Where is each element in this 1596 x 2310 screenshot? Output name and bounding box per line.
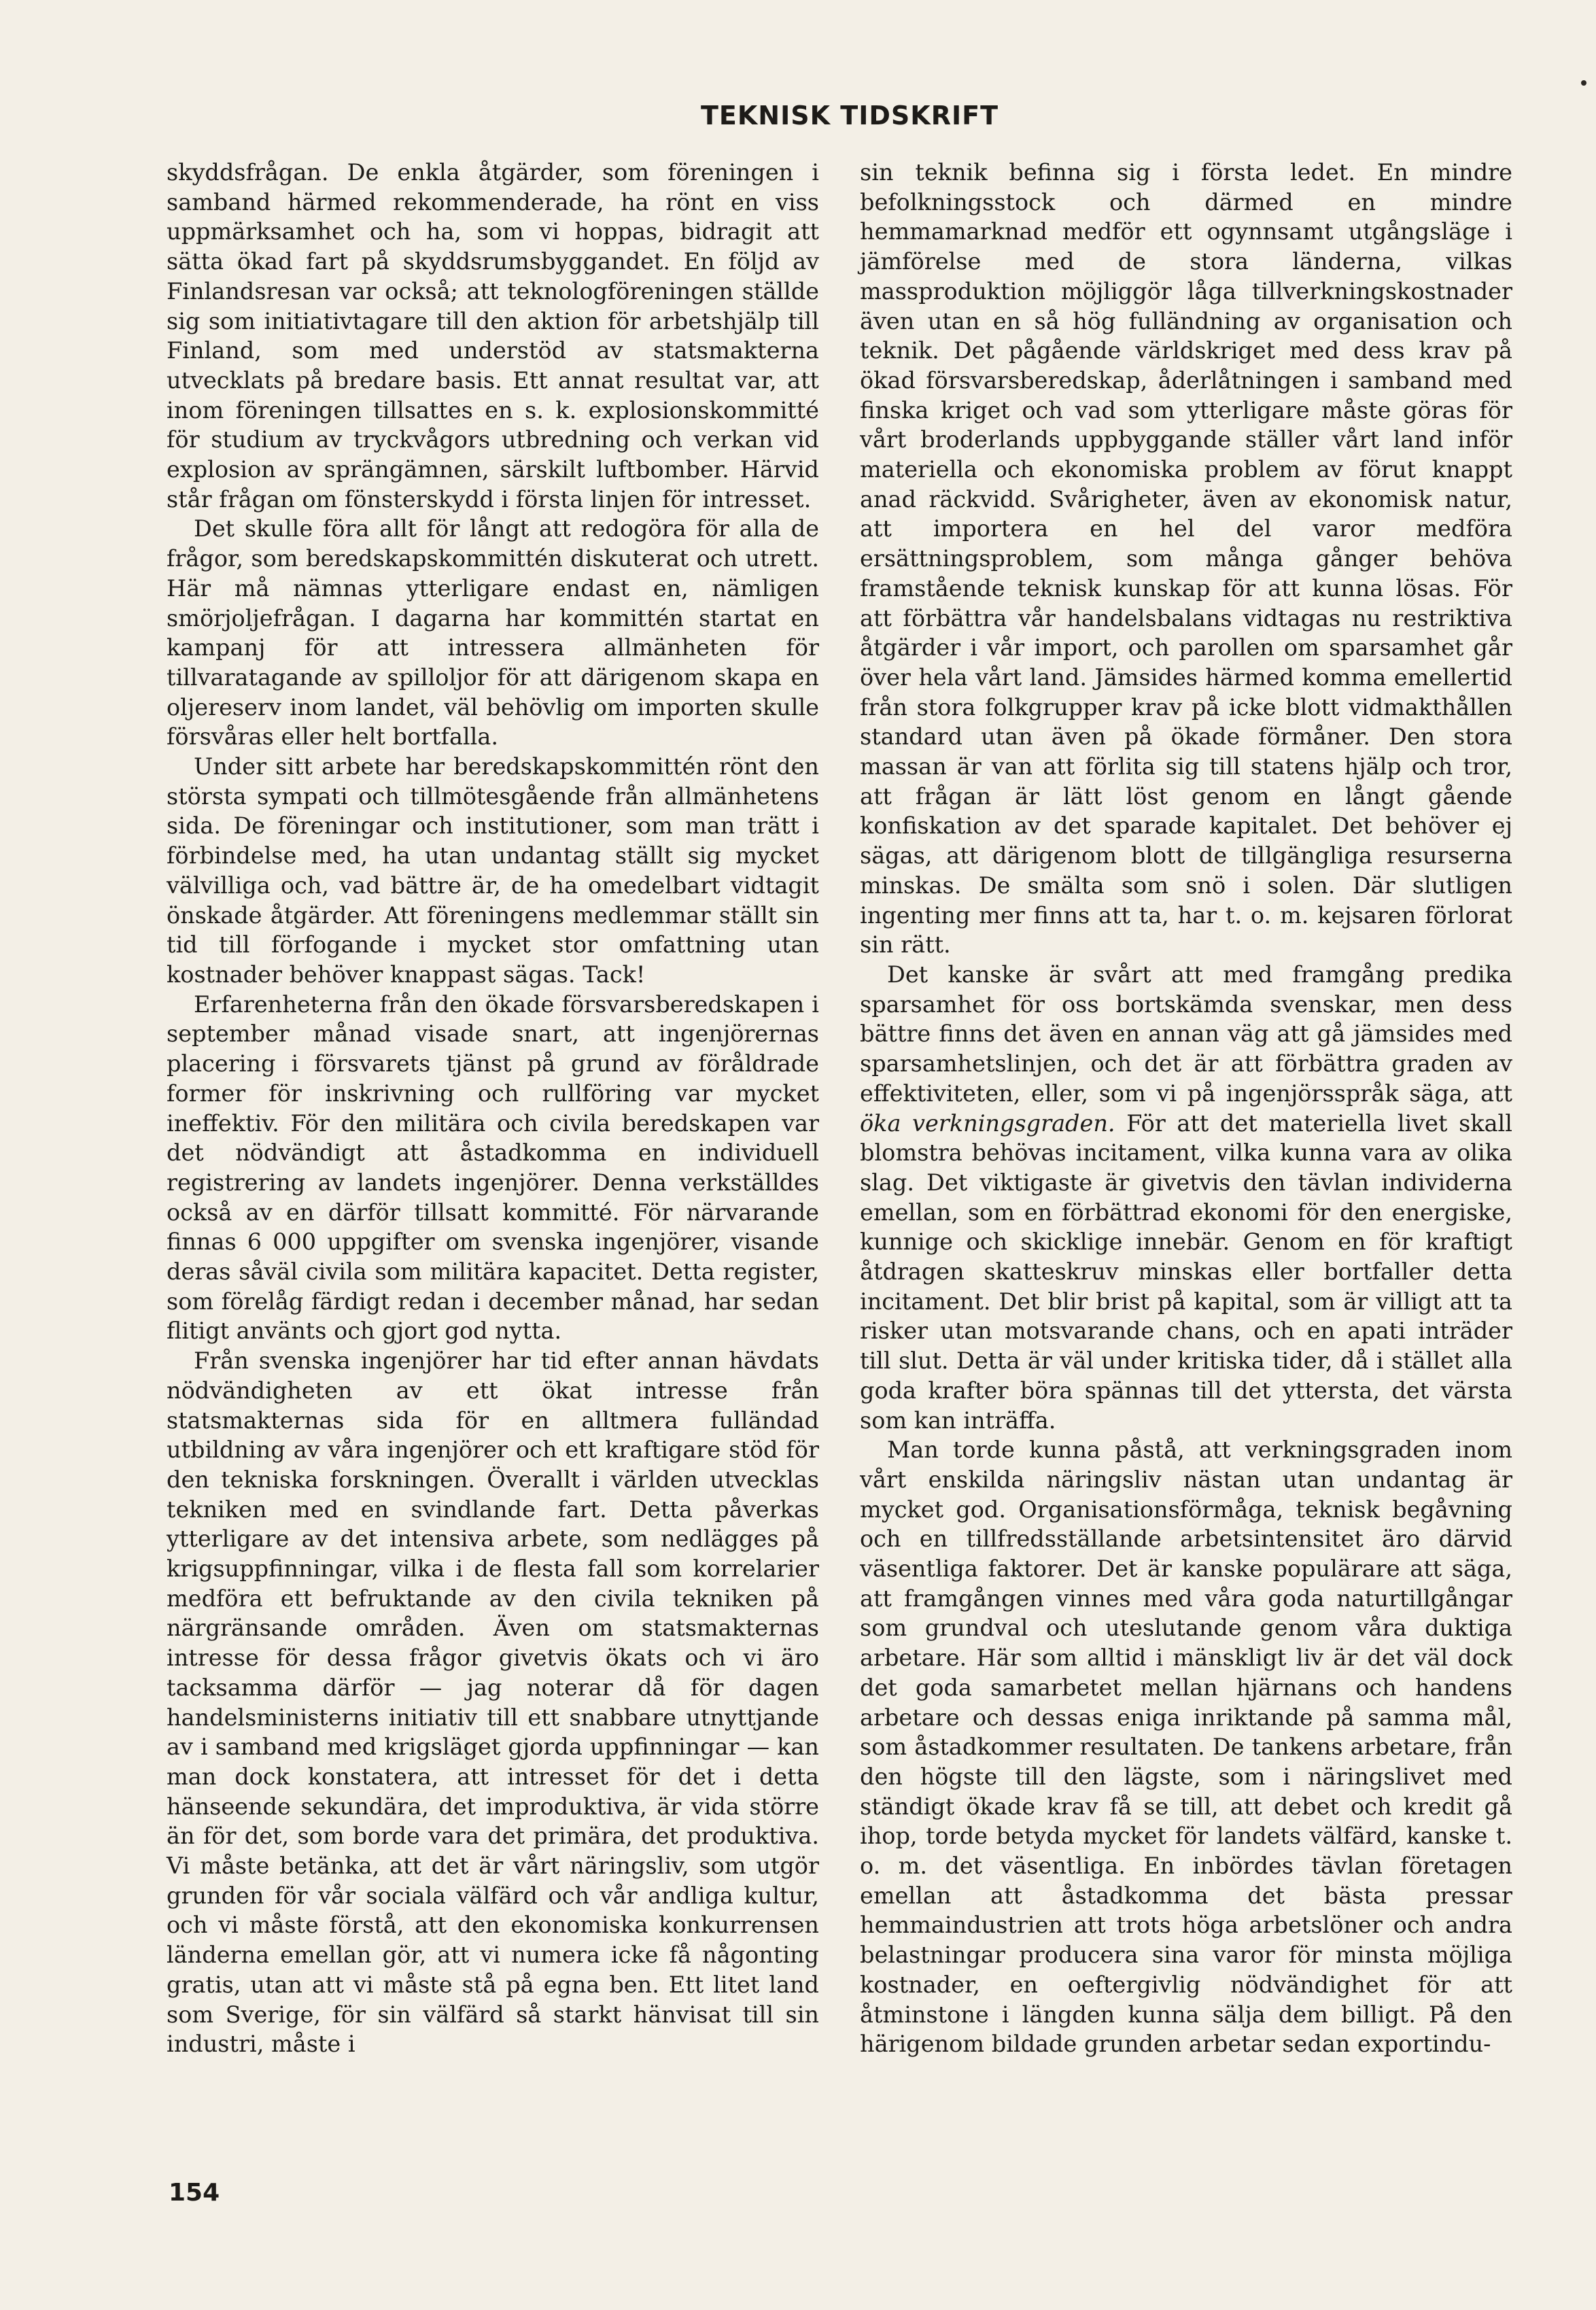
left-column (167, 158, 819, 2059)
paragraph-emphasis (860, 960, 1512, 1435)
right-column (860, 158, 1512, 2059)
text-run: För att det materiella livet skall blomstra behövas incitament, vilka kunna vara av olika slag. Det viktigaste är givetvis den tävlan individerna emellan, som en förbättrad ekonomi för den energiske, kunnige och skicklige innebär. Genom en för kraftigt åtdragen skatteskruv minskas eller bortfaller detta incitament. Det blir brist på kapital, som är villigt att ta risker utan motsvarande chans, och en apati inträder till slut. Detta är väl under kritiska tider, då i stället alla goda krafter böra spännas till det yttersta, det värsta som kan inträffa. (860, 1109, 1512, 1434)
paragraph: sin teknik befinna sig i första ledet. En mindre befolkningsstock och därmed en mindre hemmamarknad medför ett ogynnsamt utgångsläge i jämförelse med de stora länderna, vilkas massproduktion möjliggör låga tillverkningskostnader även utan en så hög fulländning av organisation och teknik. Det pågående världskriget med dess krav på ökad försvarsberedskap, åderlåtningen i samband med finska kriget och vad som ytterligare måste göras för vårt broderlands uppbyggande ställer vårt land inför materiella och ekonomiska problem av förut knappt anad räckvidd. Svårigheter, även av ekonomisk natur, att importera en hel del varor medföra ersättningsproblem, som många gånger behöva framstående teknisk kunskap för att kunna lösas. För att förbättra vår handelsbalans vidtagas nu restriktiva åtgärder i vår import, och parollen om sparsamhet går över hela vårt land. Jämsides härmed komma emellertid från stora folkgrupper krav på icke blott vidmakthållen standard utan även på ökade förmåner. Den stora massan är van att förlita sig till statens hjälp och tror, att frågan är lätt löst genom en långt gående konfiskation av det sparade kapitalet. Det behöver ej sägas, att därigenom blott de tillgängliga resurserna minskas. De smälta som snö i solen. Där slutligen ingenting mer finns att ta, har t. o. m. kejsaren förlorat sin rätt. (860, 159, 1512, 959)
page-number: 154 (169, 2179, 220, 2207)
paragraph: Under sitt arbete har beredskapskommittén rönt den största sympati och tillmötesgående från allmänhetens sida. De föreningar och institutioner, som man trätt i förbindelse med, ha utan undantag ställt sig mycket välvilliga och, vad bättre är, de ha omedelbart vidtagit önskade åtgärder. Att föreningens medlemmar ställt sin tid till förfogande i mycket stor omfattning utan kostnader behöver knappast sägas. Tack! (167, 753, 819, 988)
paragraph: skyddsfrågan. De enkla åtgärder, som föreningen i samband härmed rekommenderade, ha rönt en viss uppmärksamhet och ha, som vi hoppas, bidragit att sätta ökad fart på skyddsrumsbyggandet. En följd av Finlandsresan var också; att teknologföreningen ställde sig som initiativtagare till den aktion för arbetshjälp till Finland, som med understöd av statsmakterna utvecklats på bredare basis. Ett annat resultat var, att inom föreningen tillsattes en s. k. explosionskommitté för studium av tryckvågors utbredning och verkan vid explosion av sprängämnen, särskilt luftbomber. Härvid står frågan om fönsterskydd i första linjen för intresset. (167, 159, 819, 513)
emphasized-phrase: öka verkningsgraden. (860, 1109, 1115, 1137)
masthead: TEKNISK TIDSKRIFT (700, 101, 999, 131)
paragraph: Erfarenheterna från den ökade försvarsberedskapen i september månad visade snart, att ingenjörernas placering i försvarets tjänst på grund av föråldrade former för inskrivning och rullföring var mycket ineffektiv. För den militära och civila beredskapen var det nödvändigt att åstadkomma en individuell registrering av landets ingenjörer. Denna verkställdes också av en därför tillsatt kommitté. För närvarande finnas 6 000 uppgifter om svenska ingenjörer, visande deras såväl civila som militära kapacitet. Detta register, som förelåg färdigt redan i december månad, har sedan flitigt använts och gjort god nytta. (167, 990, 819, 1345)
paragraph: Från svenska ingenjörer har tid efter annan hävdats nödvändigheten av ett ökat intresse från statsmakternas sida för en alltmera fulländad utbildning av våra ingenjörer och ett kraftigare stöd för den tekniska forskningen. Överallt i världen utvecklas tekniken med en svindlande fart. Detta påverkas ytterligare av det intensiva arbete, som nedlägges på krigsuppfinningar, vilka i de flesta fall som korrelarier medföra ett befruktande av den civila tekniken på närgränsande områden. Även om statsmakternas intresse för dessa frågor givetvis ökats och vi äro tacksamma därför — jag noterar då för dagen handelsministerns initiativ till ett snabbare utnyttjande av i samband med krigsläget gjorda uppfinningar — kan man dock konstatera, att intresset för det i detta hänseende sekundära, det improduktiva, är vida större än för det, som borde vara det primära, det produktiva. Vi måste betänka, att det är vårt näringsliv, som utgör grunden för vår sociala välfärd och vår andliga kultur, och vi måste förstå, att den ekonomiska konkurrensen länderna emellan gör, att vi numera icke få någonting gratis, utan att vi måste stå på egna ben. Ett litet land som Sverige, för sin välfärd så starkt hänvisat till sin industri, måste i (167, 1347, 819, 2058)
paragraph: Det skulle föra allt för långt att redogöra för alla de frågor, som beredskapskommittén diskuterat och utrett. Här må nämnas ytterligare endast en, nämligen smörjoljefrågan. I dagarna har kommittén startat en kampanj för att intressera allmänheten för tillvaratagande av spilloljor för att därigenom skapa en oljereserv inom landet, väl behövlig om importen skulle försvåras eller helt bortfalla. (167, 515, 819, 751)
edge-mark (1581, 80, 1586, 86)
text-run: Det kanske är svårt att med framgång predika sparsamhet för oss bortskämda svenskar, men dess bättre finns det även en annan väg att gå jämsides med sparsamhetslinjen, och det är att förbättra graden av effektiviteten, eller, som vi på ingenjörsspråk säga, att (860, 961, 1512, 1107)
paragraph: Man torde kunna påstå, att verkningsgraden inom vårt enskilda näringsliv nästan utan undantag är mycket god. Organisationsförmåga, teknisk begåvning och en tillfredsställande arbetsintensitet äro därvid väsentliga faktorer. Det är kanske populärare att säga, att framgången vinnes med våra goda naturtillgångar som grundval och uteslutande genom våra duktiga arbetare. Här som alltid i mänskligt liv är det väl dock det goda samarbetet mellan hjärnans och handens arbetare och dessas eniga inriktande på samma mål, som åstadkommer resultaten. De tankens arbetare, från den högste till den lägste, som i näringslivet med ständigt ökade krav få se till, att debet och kredit gå ihop, torde betyda mycket för landets välfärd, kanske t. o. m. det väsentliga. En inbördes tävlan företagen emellan att åstadkomma det bästa pressar hemmaindustrien att trots höga arbetslöner och andra belastningar producera sina varor för minsta möjliga kostnader, en oeftergivlig nödvändighet för att åtminstone i längden kunna sälja dem billigt. På den härigenom bildade grunden arbetar sedan exportindu- (860, 1436, 1512, 2058)
